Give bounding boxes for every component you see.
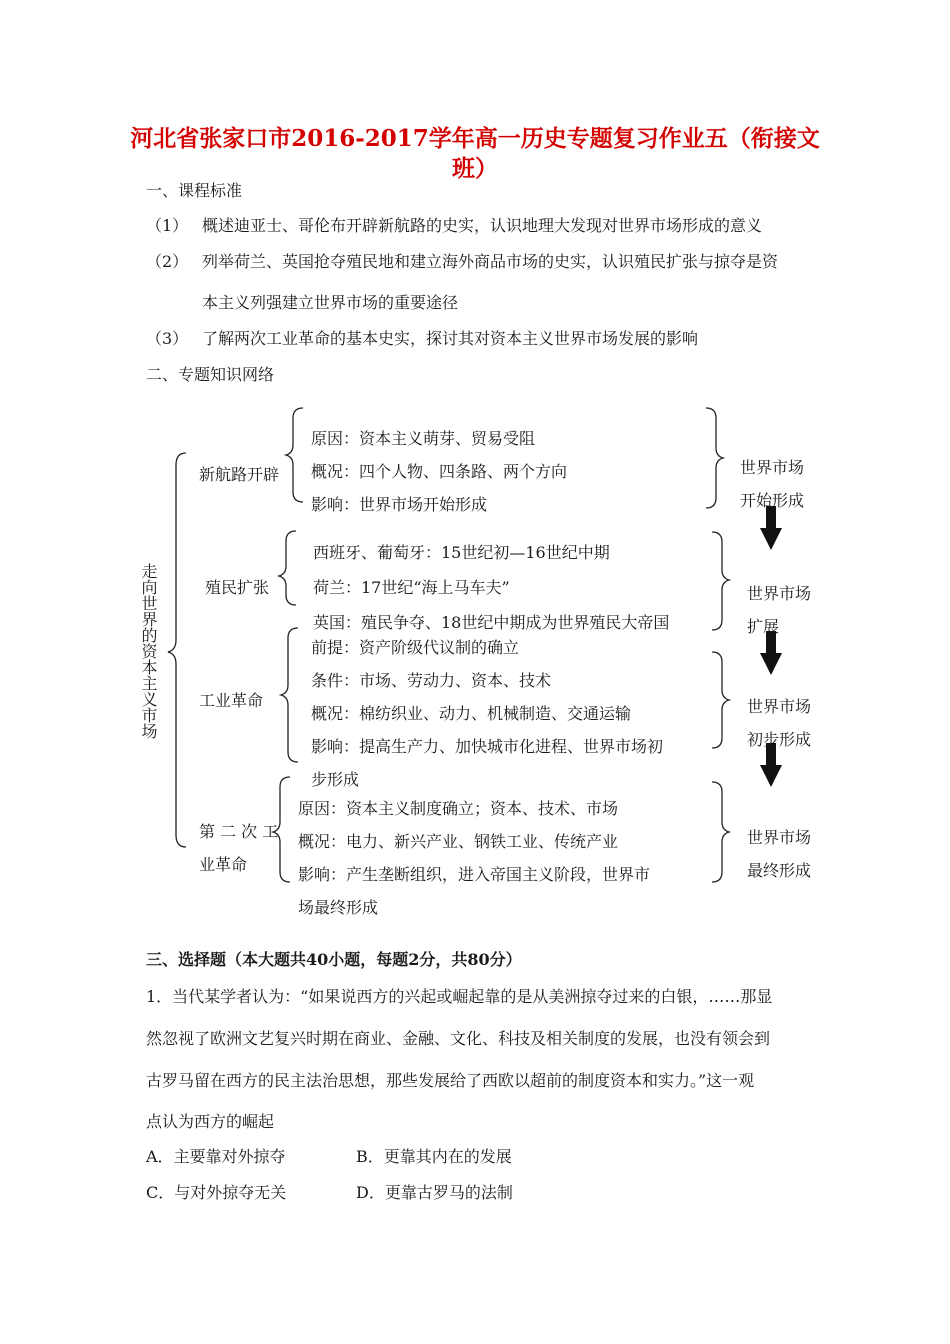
std-item-1-num: （1） xyxy=(146,216,189,235)
doc-title-line2: 班） xyxy=(452,155,498,182)
group4-result2: 最终形成 xyxy=(747,861,812,880)
std-item-2-text-cont: 本主义列强建立世界市场的重要途径 xyxy=(202,293,459,312)
group3-result1: 世界市场 xyxy=(747,697,812,716)
q1-option-c: C．与对外掠夺无关 xyxy=(146,1183,287,1202)
group2-line3: 英国：殖民争夺、18世纪中期成为世界殖民大帝国 xyxy=(313,613,670,632)
arrow-down-icon xyxy=(760,631,782,675)
std-item-1-text: 概述迪亚士、哥伦布开辟新航路的史实，认识地理大发现对世界市场形成的意义 xyxy=(202,216,763,235)
q1-option-d: D．更靠古罗马的法制 xyxy=(356,1183,513,1202)
group4-line4: 场最终形成 xyxy=(298,898,379,917)
group2-left-brace xyxy=(279,531,296,605)
group3-line1: 前提：资产阶级代议制的确立 xyxy=(311,638,520,657)
group3-line2: 条件：市场、劳动力、资本、技术 xyxy=(311,671,552,690)
section2-heading: 二、专题知识网络 xyxy=(146,365,275,384)
group4-result1: 世界市场 xyxy=(747,828,812,847)
group3-line5: 步形成 xyxy=(311,770,360,789)
group3-line4: 影响：提高生产力、加快城市化进程、世界市场初 xyxy=(311,737,664,756)
q1-line1: 1．当代某学者认为：“如果说西方的兴起或崛起靠的是从美洲掠夺过来的白银，……那显 xyxy=(146,987,773,1006)
group2-line1: 西班牙、葡萄牙：15世纪初—16世纪中期 xyxy=(313,543,610,562)
group1-name: 新航路开辟 xyxy=(199,465,280,484)
section3-heading: 三、选择题（本大题共40小题，每题2分，共80分） xyxy=(146,950,522,969)
group1-result1: 世界市场 xyxy=(740,458,805,477)
q1-option-b: B．更靠其内在的发展 xyxy=(356,1147,512,1166)
group4-name-line1: 第 二 次 工 xyxy=(199,822,279,841)
root-label: 走向世界的资本主义市场 xyxy=(139,563,158,739)
group1-line1: 原因：资本主义萌芽、贸易受阻 xyxy=(311,429,536,448)
group3-right-brace xyxy=(712,652,729,748)
std-item-3-num: （3） xyxy=(146,329,189,348)
std-item-2-num: （2） xyxy=(146,252,189,271)
group1-left-brace xyxy=(286,408,303,502)
group4-line1: 原因：资本主义制度确立；资本、技术、市场 xyxy=(298,799,619,818)
arrow-down-icon xyxy=(760,506,782,550)
q1-line4: 点认为西方的崛起 xyxy=(146,1112,275,1131)
q1-option-a: A．主要靠对外掠夺 xyxy=(146,1147,286,1166)
group3-name: 工业革命 xyxy=(199,691,264,710)
q1-line2: 然忽视了欧洲文艺复兴时期在商业、金融、文化、科技及相关制度的发展，也没有领会到 xyxy=(146,1029,771,1048)
group4-line2: 概况：电力、新兴产业、钢铁工业、传统产业 xyxy=(298,832,619,851)
group2-result2: 扩展 xyxy=(747,617,780,636)
group2-result1: 世界市场 xyxy=(747,584,812,603)
group3-result2: 初步形成 xyxy=(747,730,812,749)
q1-line3: 古罗马留在西方的民主法治思想，那些发展给了西欧以超前的制度资本和实力。”这一观 xyxy=(146,1071,755,1090)
group1-right-brace xyxy=(706,408,723,508)
std-item-3-text: 了解两次工业革命的基本史实，探讨其对资本主义世界市场发展的影响 xyxy=(202,329,699,348)
root-brace xyxy=(168,453,186,847)
group4-right-brace xyxy=(712,782,729,882)
group2-line2: 荷兰：17世纪“海上马车夫” xyxy=(313,578,510,597)
group2-right-brace xyxy=(712,532,729,630)
group1-line2: 概况：四个人物、四条路、两个方向 xyxy=(311,462,568,481)
group3-left-brace xyxy=(281,628,298,762)
std-item-2-text: 列举荷兰、英国抢夺殖民地和建立海外商品市场的史实，认识殖民扩张与掠夺是资 xyxy=(202,252,779,271)
group3-line3: 概况：棉纺织业、动力、机械制造、交通运输 xyxy=(311,704,632,723)
group1-line3: 影响：世界市场开始形成 xyxy=(311,495,488,514)
group2-name: 殖民扩张 xyxy=(205,578,270,597)
group4-name-line2: 业革命 xyxy=(199,855,248,874)
group4-line3: 影响：产生垄断组织，进入帝国主义阶段，世界市 xyxy=(298,865,651,884)
doc-title-line1: 河北省张家口市2016-2017学年高一历史专题复习作业五（衔接文 xyxy=(130,125,820,152)
group1-result2: 开始形成 xyxy=(740,491,805,510)
section1-heading: 一、课程标准 xyxy=(146,181,243,200)
